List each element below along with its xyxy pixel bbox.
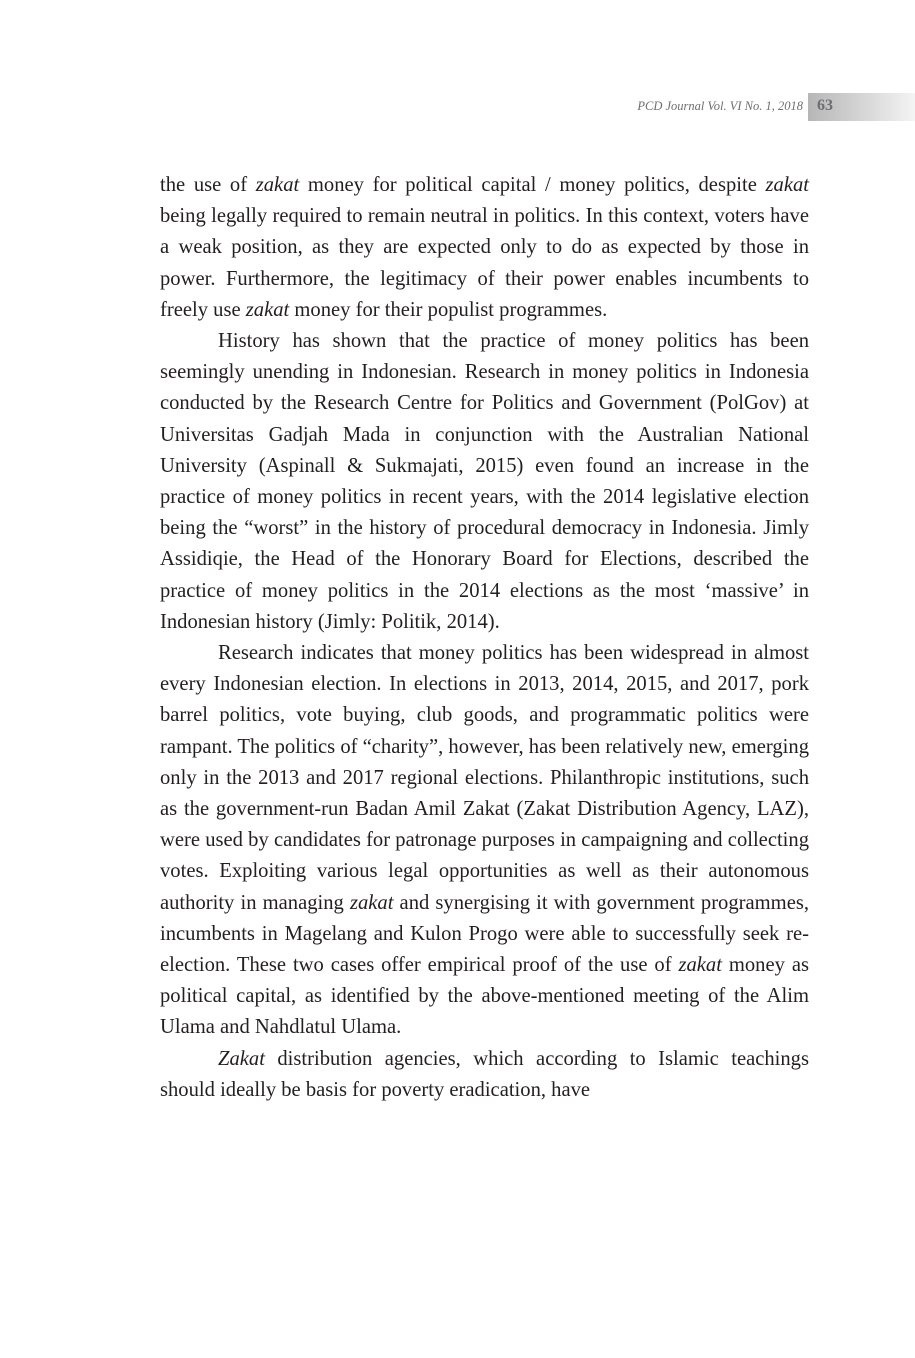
paragraph-p4 xyxy=(160,1044,809,1106)
text-segment: money for their populist programmes. xyxy=(289,298,608,321)
italic-term: zakat xyxy=(245,298,290,321)
text-segment: money as political capital, as identified by the above-mentioned meeting of the Alim Ulama and Nahdlatul Ulama. xyxy=(160,954,809,1039)
text-segment: History has shown that the practice of money politics has been seemingly unending in Indonesian. Research in money politics in Indonesia conducted by the Research Centre for Politics and Government (PolGov) at Universitas Gadjah Mada in conjunction with the Australian National University (Aspinall & Sukmajati, 2015) even found an increase in the practice of money politics in recent years, with the 2014 legislative election being the “worst” in the history of procedural democracy in Indonesia. Jimly Assidiqie, the Head of the Honorary Board for Elections, described the practice of money politics in the 2014 elections as the most ‘massive’ in Indonesian history (Jimly: Politik, 2014). xyxy=(160,330,809,633)
text-segment: Research indicates that money politics has been widespread in almost every Indonesian election. In elections in 2013, 2014, 2015, and 2017, pork barrel politics, vote buying, club goods, and programmatic politics were rampant. The politics of “charity”, however, has been relatively new, emerging only in the 2013 and 2017 regional elections. Philanthropic institutions, such as the government-run Badan Amil Zakat (Zakat Distribution Agency, LAZ), were used by candidates for patronage purposes in campaigning and collecting votes. Exploiting various legal opportunities as well as their autonomous authority in managing xyxy=(160,642,809,914)
page-number: 63 xyxy=(817,97,833,114)
italic-term: zakat xyxy=(765,174,809,196)
italic-term: Zakat xyxy=(218,1047,265,1070)
body-text xyxy=(160,170,809,1106)
running-header xyxy=(0,93,915,121)
text-segment: and synergising it with government programmes, incumbents in Magelang and Kulon Progo were able to successfully seek re-election. These two cases offer empirical proof of the use of xyxy=(160,891,809,977)
paragraph-p2 xyxy=(160,326,809,638)
italic-term: zakat xyxy=(349,891,394,914)
paragraph-p3 xyxy=(160,638,809,1044)
journal-reference: PCD Journal Vol. VI No. 1, 2018 xyxy=(637,99,803,113)
paragraph-p1 xyxy=(160,170,809,326)
page-number-tab xyxy=(808,93,915,121)
text-segment: the use of xyxy=(160,174,256,196)
text-segment: money for political capital / money politics, despite xyxy=(299,174,766,196)
italic-term: zakat xyxy=(255,174,300,196)
italic-term: zakat xyxy=(678,954,722,977)
text-segment: being legally required to remain neutral in politics. In this context, voters have a weak position, as they are expected only to do as expected by those in power. Furthermore, the legitimacy of their power enables incumbents to freely use xyxy=(160,205,809,321)
text-segment: distribution agencies, which according to Islamic teachings should ideally be basis for poverty eradication, have xyxy=(160,1047,809,1101)
